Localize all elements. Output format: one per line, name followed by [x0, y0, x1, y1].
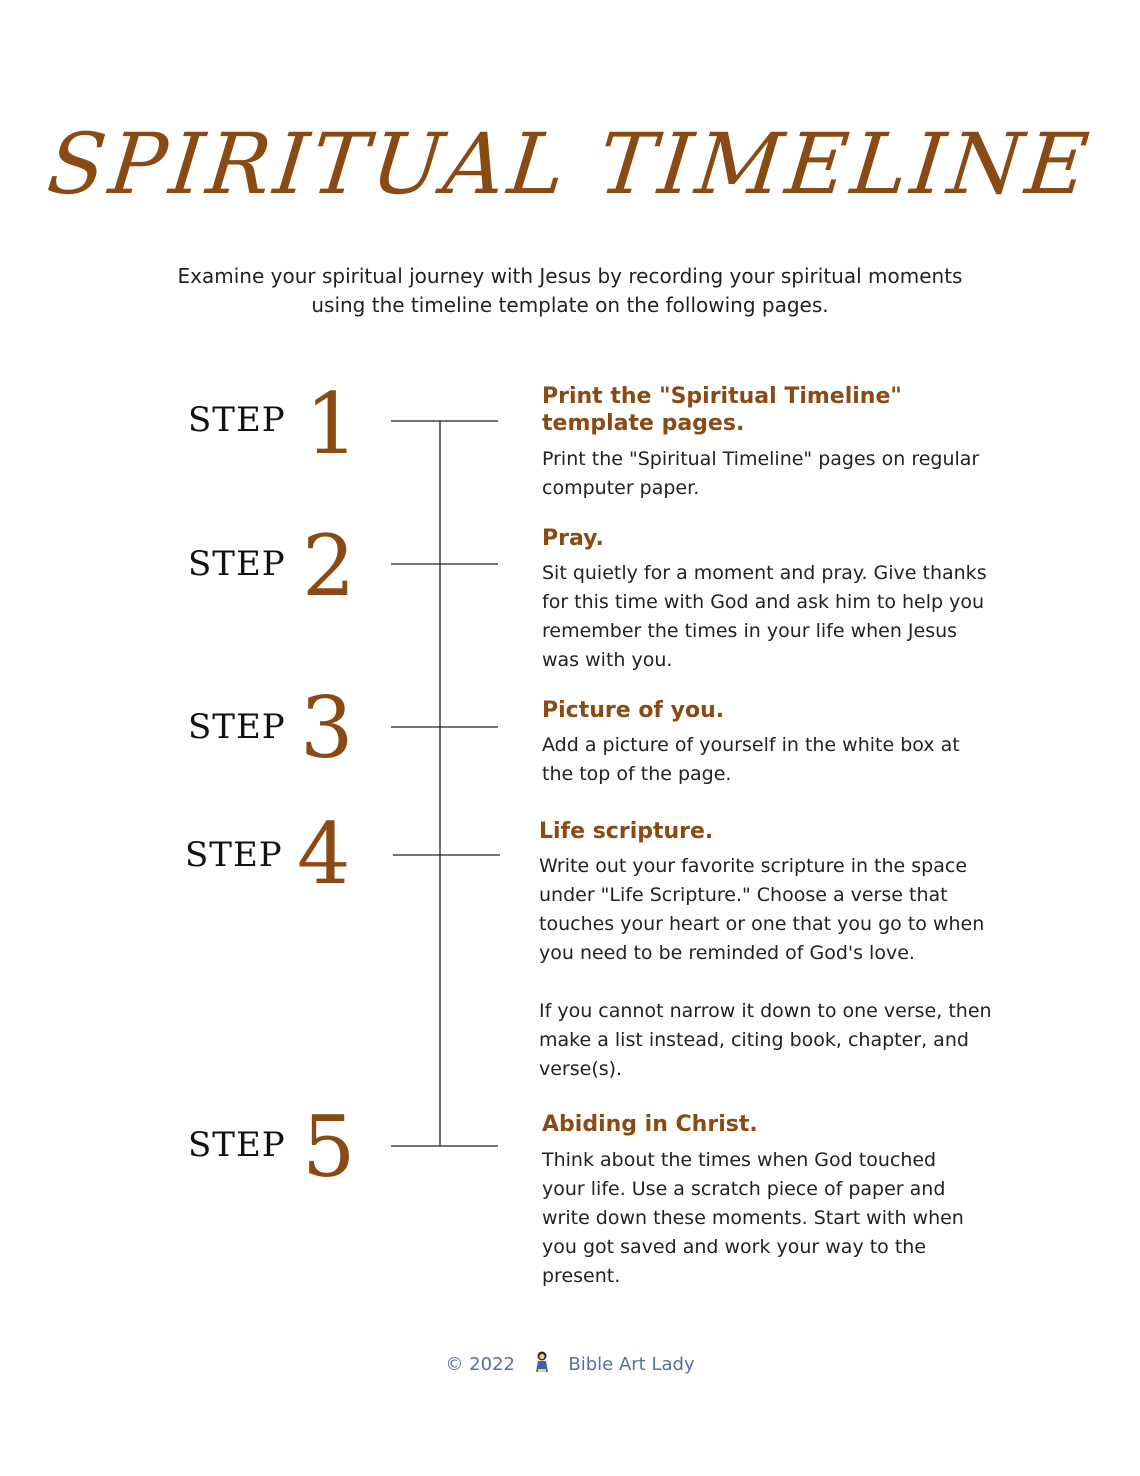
step-desc-1: Print the "Spiritual Timeline" pages on regular computer paper.	[542, 448, 980, 499]
step-title-1: Print the "Spiritual Timeline" template pages.	[542, 384, 902, 436]
footer-brand: Bible Art Lady	[568, 1354, 695, 1375]
step-title-4: Life scripture.	[539, 819, 714, 844]
step-label-2: STEP	[188, 544, 286, 584]
step-desc-3: Add a picture of yourself in the white box at the top of the page.	[542, 734, 960, 785]
step-number-1: 1	[305, 375, 359, 473]
step-number-5: 5	[302, 1098, 356, 1196]
step-desc-4-extra: If you cannot narrow it down to one verse, then make a list instead, citing book, chapter, and verse(s).	[539, 1000, 992, 1080]
bible-art-lady-logo-icon	[533, 1350, 551, 1379]
step-desc-2: Sit quietly for a moment and pray. Give thanks for this time with God and ask him to help you remember the times in your life when Jesus was with you.	[542, 562, 987, 671]
step-label-1: STEP	[188, 400, 286, 440]
step-number-4: 4	[297, 805, 351, 903]
step-label-5: STEP	[188, 1125, 286, 1165]
step-number-3: 3	[300, 679, 354, 777]
step-title-5: Abiding in Christ.	[542, 1112, 758, 1137]
intro-text: Examine your spiritual journey with Jesus by recording your spiritual moments using the timeline template on the following pages.	[177, 264, 963, 317]
step-label-3: STEP	[188, 707, 286, 747]
step-title-3: Picture of you.	[542, 698, 725, 723]
step-number-2: 2	[302, 517, 356, 615]
step-label-4: STEP	[185, 835, 283, 875]
footer	[0, 1350, 1140, 1379]
footer-copyright: © 2022	[445, 1354, 515, 1375]
step-title-2: Pray.	[542, 526, 604, 551]
page-title: SPIRITUAL TIMELINE	[43, 115, 1097, 213]
step-desc-5: Think about the times when God touched your life. Use a scratch piece of paper and write down these moments. Start with when you got saved and work your way to the present.	[542, 1149, 964, 1287]
step-desc-4: Write out your favorite scripture in the space under "Life Scripture." Choose a verse that touches your heart or one that you go to when you need to be reminded of God's love.	[539, 855, 985, 964]
